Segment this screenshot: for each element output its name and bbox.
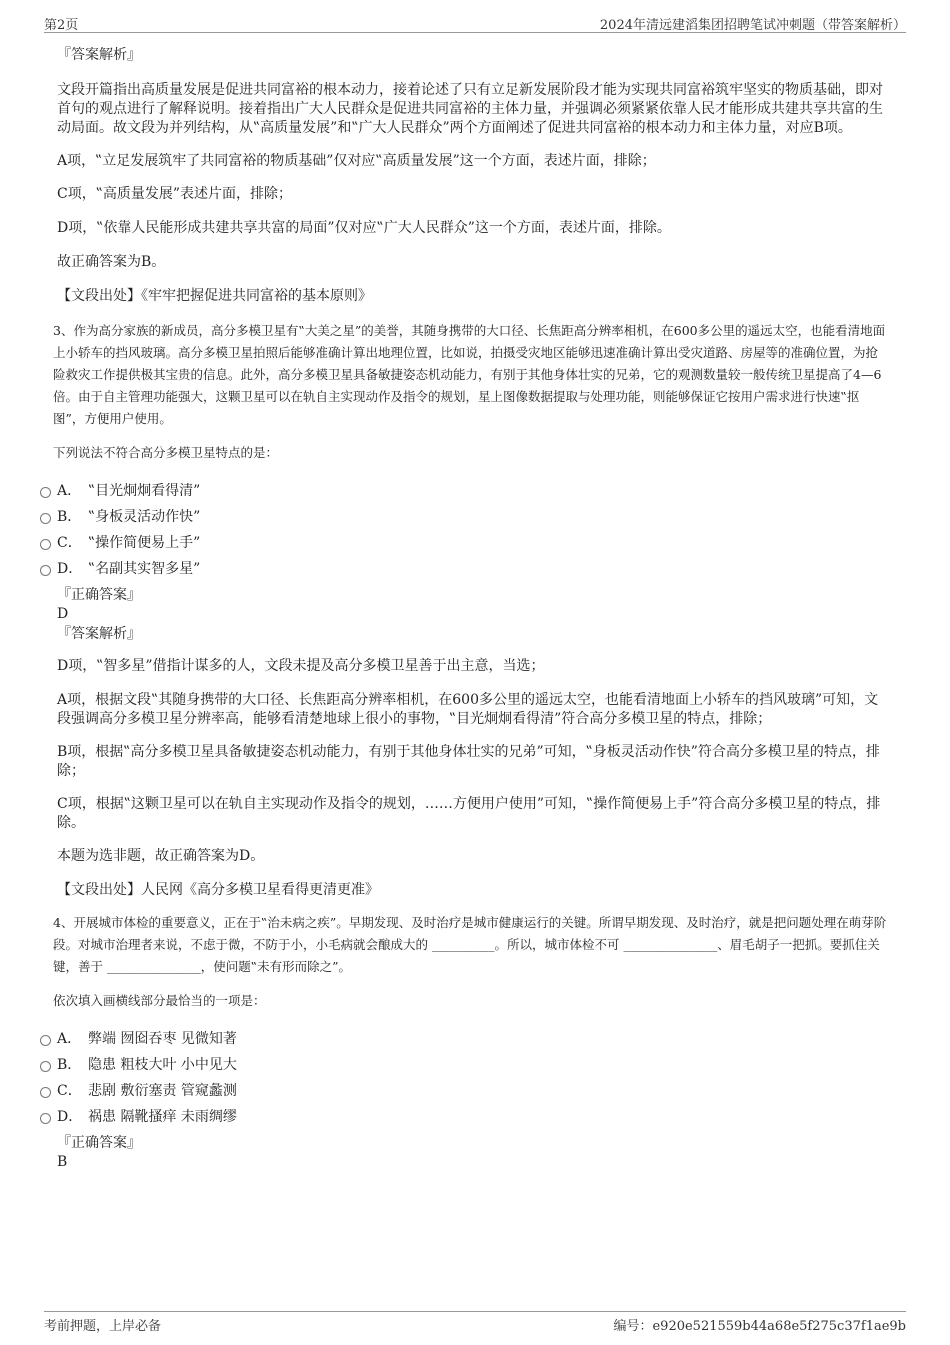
- q4-option-d[interactable]: D． 祸患 隔靴搔痒 未雨绸缪: [0, 1104, 888, 1130]
- q2-conclusion: 故正确答案为B。: [57, 254, 166, 270]
- document-code: e920e521559b44a68e5f275c37f1ae9b: [652, 1319, 906, 1334]
- q2-a-explanation: A项，‟立足发展筑牢了共同富裕的物质基础”仅对应‟高质量发展”这一个方面，表述片面，排除；: [57, 153, 656, 169]
- q3-correct-answer: D: [57, 606, 69, 622]
- q3-source: 【文段出处】人民网《高分多模卫星看得更清更准》: [57, 882, 379, 898]
- radio-icon[interactable]: [40, 1061, 51, 1072]
- page-header: [44, 12, 906, 33]
- q2-c-explanation: C项，‟高质量发展”表述片面，排除；: [57, 186, 293, 202]
- blank-line: __________: [431, 937, 495, 952]
- q2-source: 【文段出处】《牢牢把握促进共同富裕的基本原则》: [57, 288, 372, 304]
- footer-slogan: 考前押题，上岸必备: [44, 1319, 162, 1334]
- q4-option-a[interactable]: A． 弊端 囫囵吞枣 见微知著: [0, 1026, 888, 1052]
- q4-option-c[interactable]: C． 悲剧 敷衍塞责 管窥蠡测: [0, 1078, 888, 1104]
- q3-a-explanation: A项，根据文段‟其随身携带的大口径、长焦距高分辨率相机，在600多公里的遥远太空，也能看清地面上小轿车的挡风玻璃”可知，文段强调高分多模卫星分辨率高，能够看清楚地球上很小的事物，‟目光炯炯看得清”符合高分多模卫星的特点，排除；: [57, 692, 879, 727]
- radio-icon[interactable]: [40, 539, 51, 550]
- q3-c-explanation: C项，根据‟这颗卫星可以在轨自主实现动作及指令的规划，……方便用户使用”可知，‟操作简便易上手”符合高分多模卫星的特点，排除。: [57, 796, 881, 831]
- q3-b-explanation: B项，根据‟高分多模卫星具备敏捷姿态机动能力，有别于其他身体壮实的兄弟”可知，‟身板灵活动作快”符合高分多模卫星的特点，排除；: [57, 744, 880, 779]
- q3-prompt: 下列说法不符合高分多模卫星特点的是：: [53, 445, 279, 460]
- radio-icon[interactable]: [40, 565, 51, 576]
- q3-conclusion: 本题为选非题，故正确答案为D。: [57, 848, 265, 864]
- q4-option-b[interactable]: B． 隐患 粗枝大叶 小中见大: [0, 1052, 888, 1078]
- radio-icon[interactable]: [40, 1035, 51, 1046]
- radio-icon[interactable]: [40, 513, 51, 524]
- radio-icon[interactable]: [40, 1113, 51, 1124]
- blank-line: _______________: [623, 937, 718, 952]
- q4-correct-answer: B: [57, 1154, 68, 1170]
- q3-option-b[interactable]: B． ‟身板灵活动作快”: [0, 504, 888, 530]
- page-content: [53, 44, 888, 1171]
- footer-code: 编号：e920e521559b44a68e5f275c37f1ae9b: [613, 1319, 906, 1334]
- q4-stem: 4、开展城市体检的重要意义，正在于‟治未病之疾”。早期发现、及时治疗是城市健康运行的关键。所谓早期发现、及时治疗，就是把问题处理在萌芽阶段。对城市治理者来说，不虑于微，不防于小，小毛病就会酿成大的 __________。所以，城市体检不可 _______________、眉毛胡子一把抓。要抓住关键，善于 _______________，使问题‟未有形而除之”。: [53, 915, 887, 974]
- q3-option-d[interactable]: D． ‟名副其实智多星”: [0, 556, 888, 582]
- q3-options: [0, 478, 888, 582]
- blank-line: _______________: [106, 959, 201, 974]
- q2-analysis-tag: 『答案解析』: [57, 47, 141, 63]
- document-title: 2024年清远建滔集团招聘笔试冲刺题（带答案解析）: [599, 18, 906, 33]
- radio-icon[interactable]: [40, 487, 51, 498]
- q4-prompt: 依次填入画横线部分最恰当的一项是：: [53, 993, 266, 1008]
- q3-option-c[interactable]: C． ‟操作简便易上手”: [0, 530, 888, 556]
- q3-stem: 3、作为高分家族的新成员，高分多模卫星有‟大美之星”的美誉，其随身携带的大口径、长焦距高分辨率相机，在600多公里的遥远太空，也能看清地面上小轿车的挡风玻璃。高分多模卫星拍照后能够准确计算出地理位置，比如说，拍摄受灾地区能够迅速准确计算出受灾道路、房屋等的准确位置，为抢险救灾工作提供极其宝贵的信息。此外，高分多模卫星具备敏捷姿态机动能力，有别于其他身体壮实的兄弟，它的观测数量较一般传统卫星提高了4—6倍。由于自主管理功能强大，这颗卫星可以在轨自主实现动作及指令的规划，星上图像数据提取与处理功能，则能够保证它按用户需求进行快速‟抠图”，方便用户使用。: [53, 323, 886, 426]
- q3-d-explanation: D项，‟智多星”借指计谋多的人，文段未提及高分多模卫星善于出主意，当选；: [57, 658, 545, 674]
- q2-d-explanation: D项，‟依靠人民能形成共建共享共富的局面”仅对应‟广大人民群众”这一个方面，表述片面，排除。: [57, 220, 671, 236]
- page-number: 第2页: [44, 18, 79, 33]
- q3-analysis-tag: 『答案解析』: [57, 626, 141, 642]
- radio-icon[interactable]: [40, 1087, 51, 1098]
- q4-correct-tag: 『正确答案』: [57, 1135, 141, 1151]
- page-footer: [44, 1311, 906, 1338]
- q2-analysis-paragraph: 文段开篇指出高质量发展是促进共同富裕的根本动力，接着论述了只有立足新发展阶段才能为实现共同富裕筑牢坚实的物质基础，即对首句的观点进行了解释说明。接着指出广大人民群众是促进共同富裕的主体力量，并强调必须紧紧依靠人民才能形成共建共享共富的生动局面。故文段为并列结构，从‟高质量发展”和‟广大人民群众”两个方面阐述了促进共同富裕的根本动力和主体力量，对应B项。: [57, 82, 883, 136]
- q3-option-a[interactable]: A． ‟目光炯炯看得清”: [0, 478, 888, 504]
- q4-options: [0, 1026, 888, 1130]
- q3-correct-tag: 『正确答案』: [57, 587, 141, 603]
